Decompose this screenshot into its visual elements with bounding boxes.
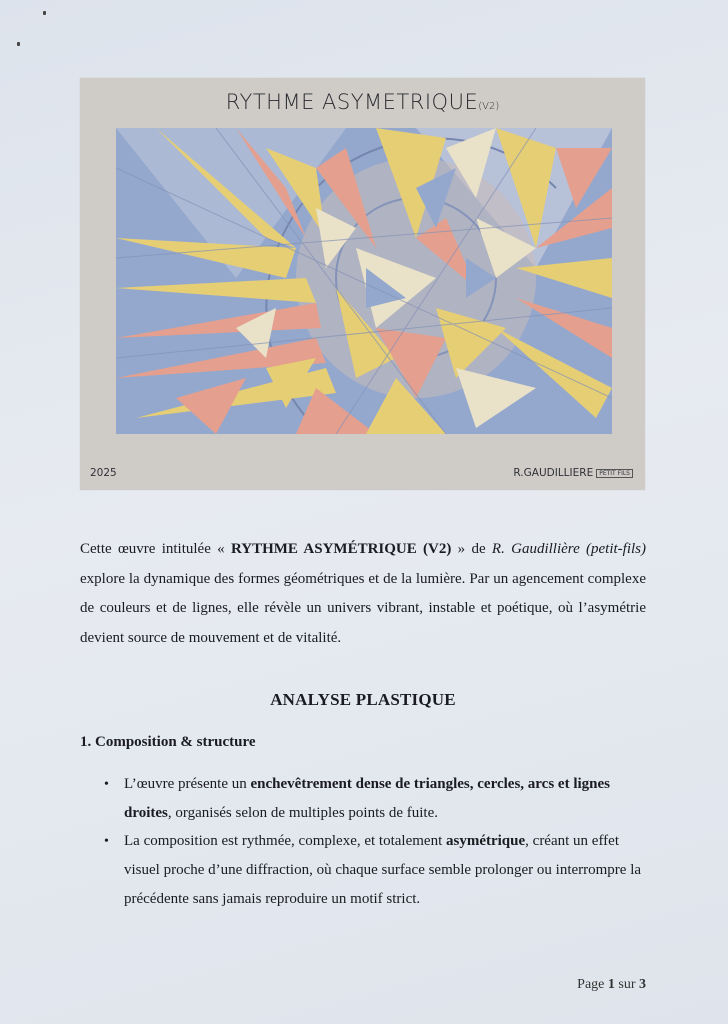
section-subheading: 1. Composition & structure [80,734,256,750]
bullet-text: L’œuvre présente un [124,776,251,792]
bullet-item [104,770,650,828]
artwork-title [80,90,645,114]
bullet-bold-text: enchevêtrement dense de triangles, cercles, arcs et lignes droites [124,776,610,821]
page-current: 1 [607,977,615,992]
bullet-dot: • [104,834,109,849]
page-total: 3 [639,977,646,992]
artwork-signature [513,467,633,479]
intro-text-3: explore la dynamique des formes géométriques et de la lumière. Par un agencement complexe de couleurs et de lignes, elle révèle un univers vibrant, instable et poétique, où l’asymétrie devient source de mouvement et de vitalité. [80,570,646,646]
bullet-bold-text: asymétrique [446,833,526,849]
section-heading: ANALYSE PLASTIQUE [270,690,456,709]
bullet-item [104,827,650,914]
intro-author: R. Gaudillière (petit-fils) [491,541,647,557]
page-prefix: Page [577,977,608,992]
intro-paragraph [80,535,646,653]
paper-speck [43,11,46,15]
artwork-card [80,78,645,490]
bullet-list [104,770,650,913]
intro-text-1: Cette œuvre intitulée « [80,541,231,557]
bullet-dot: • [104,777,109,792]
artwork-year: 2025 [90,467,117,479]
artwork-signature-text: R.GAUDILLIERE [513,467,594,479]
page-number [577,977,646,993]
artwork-painting [116,128,612,434]
paper-speck [17,42,20,46]
bullet-text: , organisés selon de multiples points de fuite. [167,805,438,821]
intro-text-2: » de [451,541,492,557]
intro-artwork-title: RYTHME ASYMÉTRIQUE (V2) [230,541,452,557]
artwork-title-suffix: (V2) [478,101,500,112]
artwork-stamp: PETIT FILS [596,469,633,478]
artwork-title-text: RYTHME ASYMETRIQUE [225,90,479,114]
page-middle: sur [614,977,639,992]
bullet-text: La composition est rythmée, complexe, et totalement [124,833,446,849]
bullet-text: , créant un effet visuel proche d’une diffraction, où chaque surface semble prolonger ou interrompre la précédente sans jamais reproduire un motif strict. [124,833,642,907]
